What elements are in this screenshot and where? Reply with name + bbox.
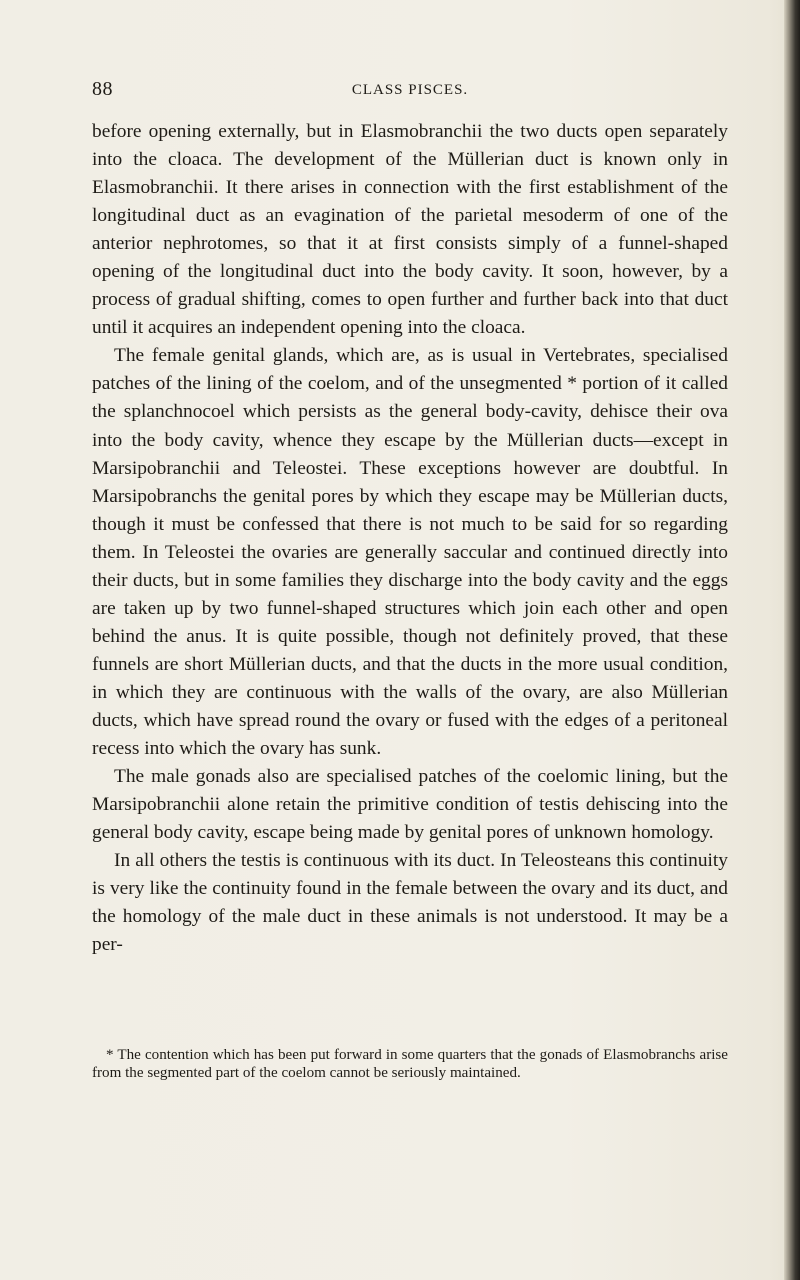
paragraph: In all others the testis is continuous with its duct. In Teleosteans this continuity is very like the continuity found in the female between the ovary and its duct, and the homology of the male duct in these animals is not understood. It may be a per- bbox=[92, 850, 728, 956]
paragraph: before opening externally, but in Elasmobranchii the two ducts open separately into the cloaca. The development of the Müllerian duct is known only in Elasmobranchii. It there arises in connection with the first establishment of the longitudinal duct as an evagination of the parietal mesoderm of one of the anterior nephrotomes, so that it at first consists simply of a funnel-shaped opening of the longitudinal duct into the body cavity. It soon, however, by a process of gradual shifting, comes to open further and further back into that duct until it acquires an independent opening into the cloaca. bbox=[92, 121, 728, 339]
page-edge-shadow bbox=[784, 0, 800, 1280]
paragraph: The female genital glands, which are, as is usual in Vertebrates, specialised patches of the lining of the coelom, and of the unsegmented * portion of it called the splanchnocoel which persists as the general body-cavity, dehisce their ova into the body cavity, whence they escape by the Müllerian ducts—except in Marsipobranchii and Teleostei. These exceptions however are doubtful. In Marsipobranchs the genital pores by which they escape may be Müllerian ducts, though it must be confessed that there is not much to be said for so regarding them. In Teleostei the ovaries are generally saccular and continued directly into their ducts, but in some families they discharge into the body cavity and the eggs are taken up by two funnel-shaped structures which join each other and open behind the anus. It is quite possible, though not definitely proved, that these funnels are short Müllerian ducts, and that the ducts in the more usual condition, in which they are continuous with the walls of the ovary, are also Müllerian ducts, which have spread round the ovary or fused with the edges of a peritoneal recess into which the ovary has sunk. bbox=[92, 345, 728, 760]
page-header bbox=[92, 78, 728, 110]
paragraph: The male gonads also are specialised patches of the coelomic lining, but the Marsipobranchii alone retain the primitive condition of testis dehiscing into the general body cavity, escape being made by genital pores of unknown homology. bbox=[92, 766, 728, 844]
footnote-text: * The contention which has been put forward in some quarters that the gonads of Elasmobranchs arise from the segmented part of the coelom cannot be seriously maintained. bbox=[92, 1047, 728, 1081]
running-head: CLASS PISCES. bbox=[351, 82, 469, 98]
footnote bbox=[92, 1046, 728, 1082]
page-number: 88 bbox=[92, 78, 113, 100]
body-text bbox=[92, 118, 728, 959]
